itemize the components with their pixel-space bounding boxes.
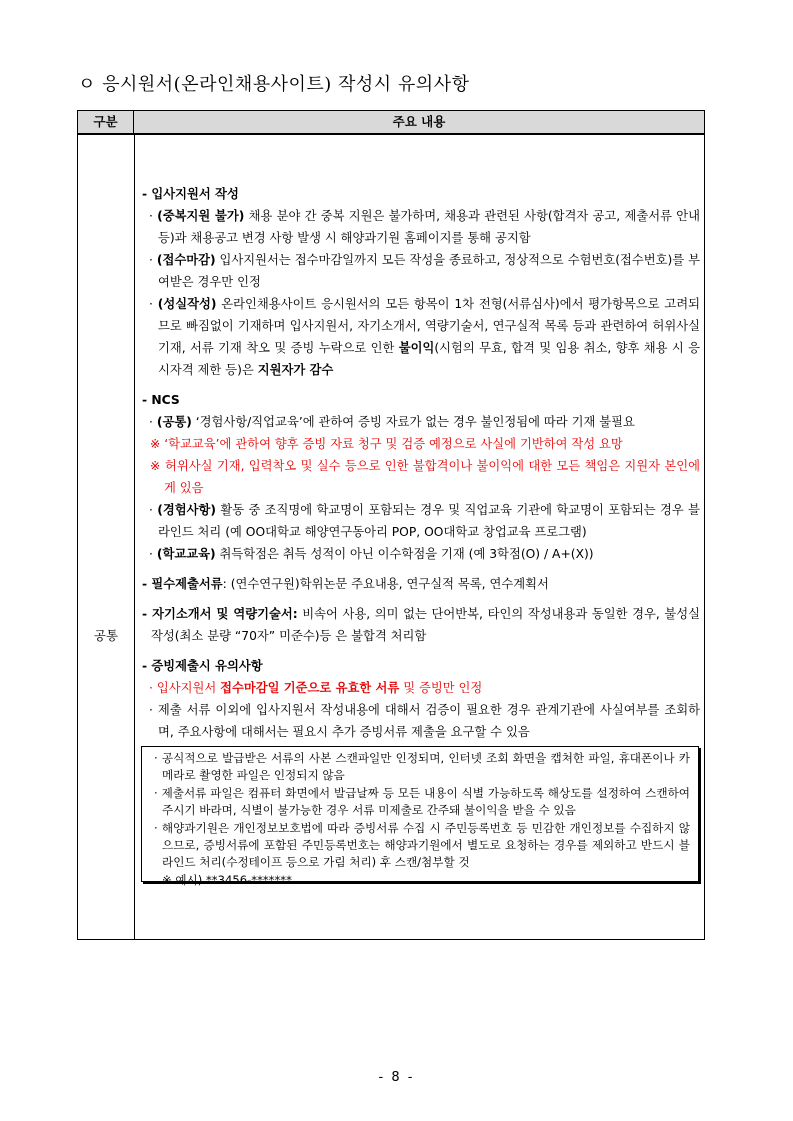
ncs-experience: · (경험사항) 활동 중 조직명에 학교명이 포함되는 경우 및 직업교육 기관에 학교명이 포함되는 경우 블라인드 처리 (예 OO대학교 해양연구동아리 POP, OO대학교 창업교육 프로그램) <box>149 503 700 539</box>
section-apply-heading: - 입사지원서 작성 <box>142 187 239 201</box>
header-category: 구분 <box>78 111 134 133</box>
box-item-1: · 공식적으로 발급받은 서류의 사본 스캔파일만 인정되며, 인터넷 조회 화면을 캡쳐한 파일, 휴대폰이나 카메라로 촬영한 파일은 인정되지 않음 <box>154 751 690 783</box>
section-ncs-heading: - NCS <box>142 393 180 407</box>
evidence-item-2: · 제출 서류 이외에 입사지원서 작성내용에 대해서 검증이 필요한 경우 관계기관에 사실여부를 조회하며, 주요사항에 대해서는 필요시 추가 증빙서류 제출을 요구할 수 있음 <box>149 703 700 739</box>
category-cell: 공통 <box>93 628 119 643</box>
content-cell <box>142 183 700 743</box>
box-item-3: · 해양과기원은 개인정보보호법에 따라 증빙서류 수집 시 주민등록번호 등 민감한 개인정보를 수집하지 않으므로, 증빙서류에 포함된 주민등록번호는 해양과기원에서 별도로 요청하는 경우를 제외하고 반드시 블라인드 처리(수정테이프 등으로 가림 처리) 후 스캔/첨부할 것 <box>154 820 690 870</box>
apply-honest: · (성실작성) 온라인채용사이트 응시원서의 모든 항목이 1차 전형(서류심사)에서 평가항목으로 고려되므로 빠짐없이 기재하며 입사지원서, 자기소개서, 역량기술서, 연구실적 목록 등과 관련하여 허위사실 기재, 서류 기재 착오 및 증빙 누락으로 인한 불이익(시험의 무효, 합격 및 임용 취소, 향후 채용 시 응시자격 제한 등)은 지원자가 감수 <box>149 297 700 377</box>
section-evidence-heading: - 증빙제출시 유의사항 <box>142 659 263 673</box>
ncs-note-2: ※ 허위사실 기재, 입력착오 및 실수 등으로 인한 불합격이나 불이익에 대한 모든 책임은 지원자 본인에게 있음 <box>150 459 700 495</box>
column-divider <box>134 135 135 939</box>
apply-duplicate: · (중복지원 불가) 채용 분야 간 중복 지원은 불가하며, 채용과 관련된 사항(합격자 공고, 제출서류 안내 등)과 채용공고 변경 사항 발생 시 해양과기원 홈페이지를 통해 공지함 <box>149 209 700 245</box>
ncs-note-1: ※ ‘학교교육’에 관하여 향후 증빙 자료 청구 및 검증 예정으로 사실에 기반하여 작성 요망 <box>150 437 623 451</box>
apply-deadline: · (접수마감) 입사지원서는 접수마감일까지 모든 작성을 종료하고, 정상적으로 수험번호(접수번호)를 부여받은 경우만 인정 <box>149 253 700 289</box>
ncs-school: · (학교교육) 취득학점은 취득 성적이 아닌 이수학점을 기재 (예 3학점(O) / A+(X)) <box>149 547 594 561</box>
evidence-notice-box <box>141 746 699 887</box>
section-essay: - 자기소개서 및 역량기술서: 비속어 사용, 의미 없는 단어반복, 타인의 작성내용과 동일한 경우, 불성실 작성(최소 분량 “70자” 미준수)등 은 불합격 처리함 <box>142 607 700 643</box>
guideline-table <box>77 110 705 940</box>
header-content: 주요 내용 <box>392 114 446 129</box>
table-header <box>78 111 704 135</box>
section-required: - 필수제출서류: (연수연구원)학위논문 주요내용, 연구실적 목록, 연수계획서 <box>142 577 549 591</box>
evidence-item-1: · 입사지원서 접수마감일 기준으로 유효한 서류 및 증빙만 인정 <box>149 681 483 695</box>
page-number: - 8 - <box>378 1070 415 1085</box>
page-title: ㅇ 응시원서(온라인채용사이트) 작성시 유의사항 <box>78 74 470 95</box>
box-example: ※ 예시) **3456-******* <box>162 872 292 887</box>
box-item-2: · 제출서류 파일은 컴퓨터 화면에서 발급날짜 등 모든 내용이 식별 가능하도록 해상도를 설정하여 스캔하여 주시기 바라며, 식별이 불가능한 경우 서류 미제출로 간주돼 불이익을 받을 수 있음 <box>154 785 690 818</box>
ncs-common: · (공통) ‘경험사항/직업교육’에 관하여 증빙 자료가 없는 경우 불인정됨에 따라 기재 불필요 <box>149 415 635 429</box>
